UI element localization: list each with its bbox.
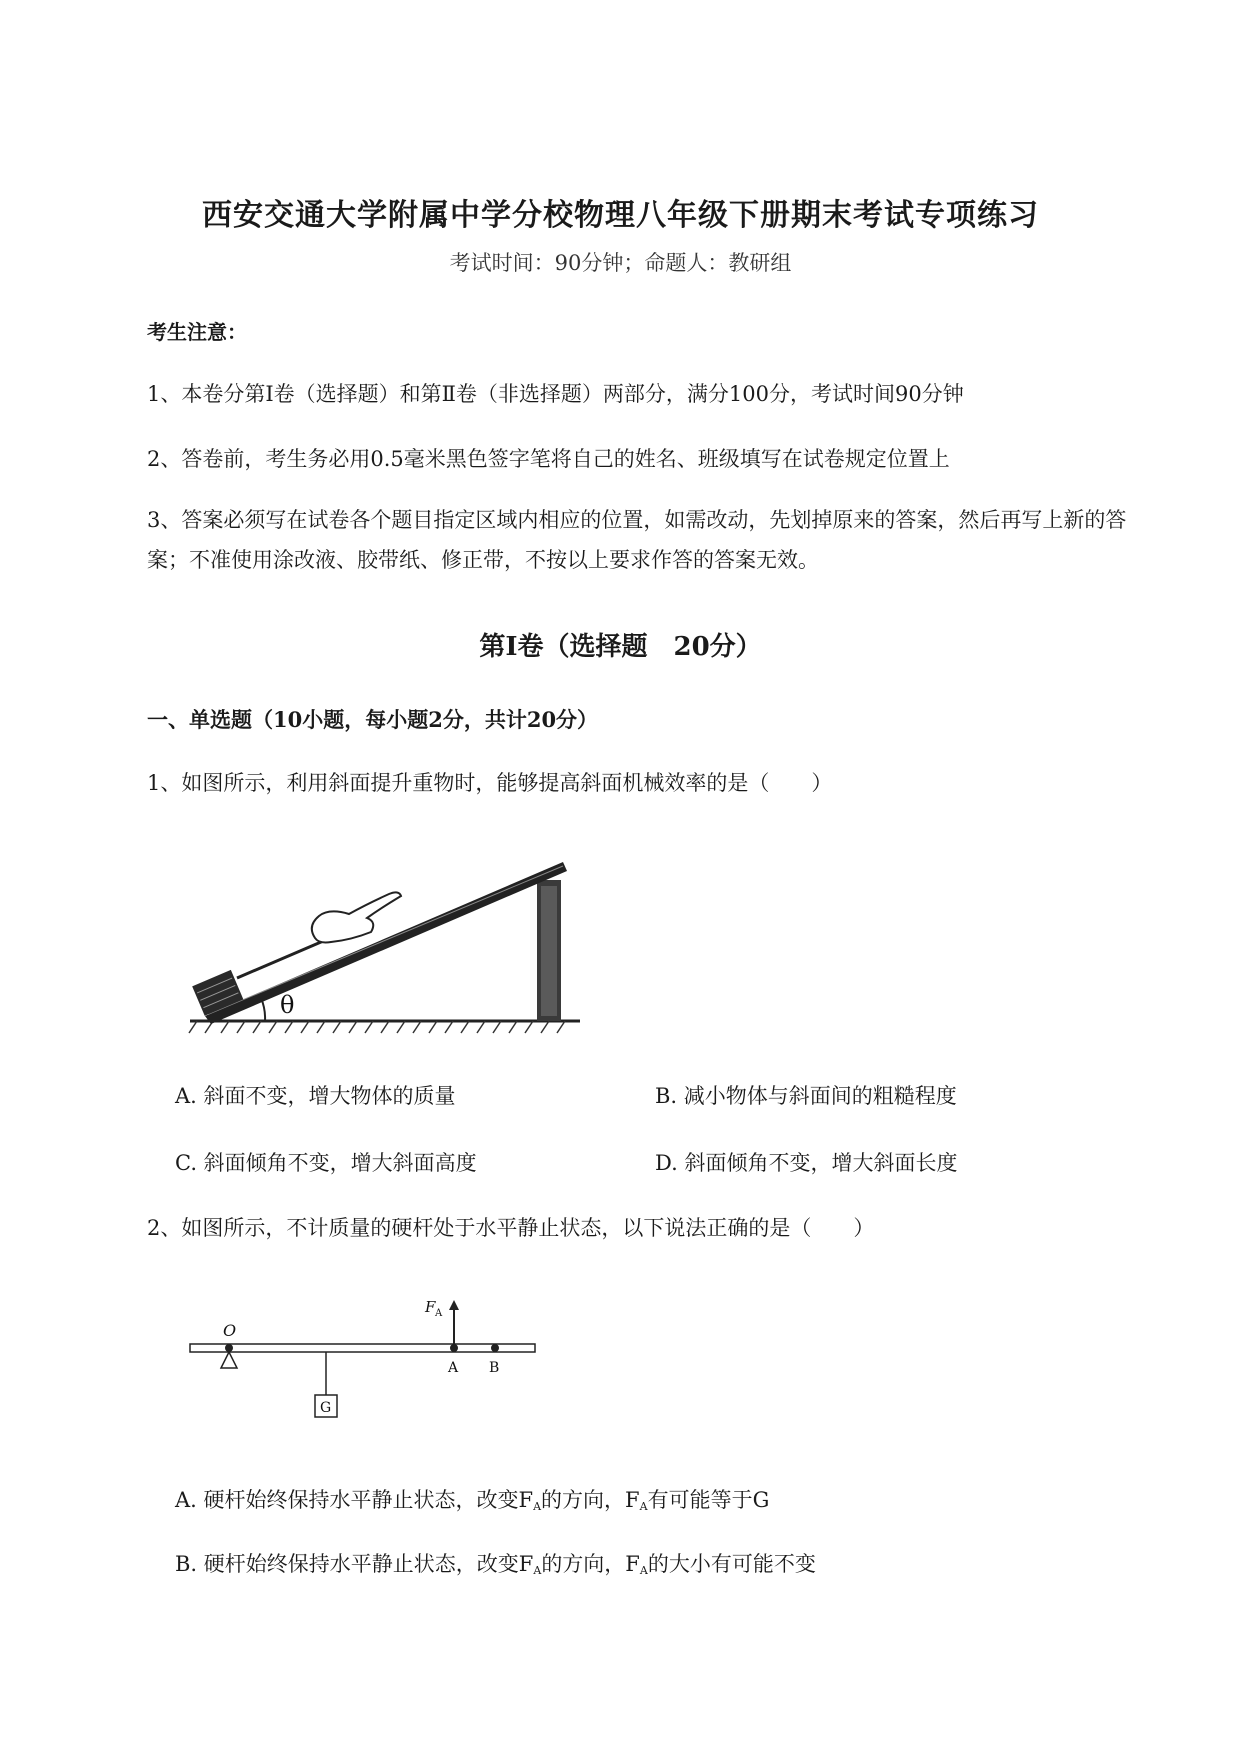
- exam-info: 考试时间：90分钟；命题人：教研组: [449, 251, 792, 275]
- lever-figure: [185, 1290, 545, 1430]
- q2-option-a[interactable]: [175, 1484, 769, 1514]
- force-label: F: [425, 1298, 436, 1316]
- part-title: 一、单选题（10小题，每小题2分，共计20分）: [147, 707, 599, 732]
- q1-option-d[interactable]: D. 斜面倾角不变，增大斜面长度: [655, 1151, 958, 1175]
- q1-option-c[interactable]: C. 斜面倾角不变，增大斜面高度: [175, 1151, 477, 1175]
- notice-item-3: 3、答案必须写在试卷各个题目指定区域内相应的位置，如需改动，先划掉原来的答案，然后再写上新的答案；不准使用涂改液、胶带纸、修正带，不按以上要求作答的答案无效。: [147, 508, 1127, 572]
- q1-option-a[interactable]: A. 斜面不变，增大物体的质量: [175, 1084, 456, 1108]
- q2-option-a-mid: 的方向，F: [541, 1488, 640, 1512]
- weight-label: G: [320, 1400, 332, 1416]
- angle-label: θ: [280, 991, 295, 1019]
- q2-option-b-pre: B. 硬杆始终保持水平静止状态，改变F: [175, 1552, 534, 1576]
- q2-option-a-post: 有可能等于G: [647, 1488, 770, 1512]
- subscript: A: [639, 1564, 648, 1577]
- notice-item-2: 2、答卷前，考生务必用0.5毫米黑色签字笔将自己的姓名、班级填写在试卷规定位置上: [147, 447, 950, 471]
- q2-option-b-mid: 的方向，F: [541, 1552, 640, 1576]
- q1-option-b[interactable]: B. 减小物体与斜面间的粗糙程度: [655, 1084, 957, 1108]
- subscript: A: [639, 1500, 648, 1513]
- section-title: 第I卷（选择题 20分）: [479, 632, 762, 662]
- incline-figure: [185, 838, 585, 1038]
- subscript: A: [533, 1564, 542, 1577]
- q2-option-b[interactable]: [175, 1548, 816, 1578]
- point-a-label: A: [448, 1360, 459, 1376]
- question-1-stem: 1、如图所示，利用斜面提升重物时，能够提高斜面机械效率的是（ ）: [147, 771, 833, 795]
- q2-option-a-pre: A. 硬杆始终保持水平静止状态，改变F: [175, 1488, 534, 1512]
- notice-item-1: 1、本卷分第I卷（选择题）和第Ⅱ卷（非选择题）两部分，满分100分，考试时间90分钟: [147, 382, 964, 406]
- pivot-label: O: [223, 1321, 237, 1340]
- force-subscript: A: [435, 1308, 443, 1319]
- notice-heading: 考生注意：: [147, 320, 247, 344]
- question-2-stem: 2、如图所示，不计质量的硬杆处于水平静止状态，以下说法正确的是（ ）: [147, 1216, 875, 1240]
- page-title: 西安交通大学附属中学分校物理八年级下册期末考试专项练习: [202, 198, 1039, 233]
- subscript: A: [533, 1500, 542, 1513]
- q2-option-b-post: 的大小有可能不变: [647, 1552, 816, 1576]
- point-b-label: B: [489, 1360, 500, 1376]
